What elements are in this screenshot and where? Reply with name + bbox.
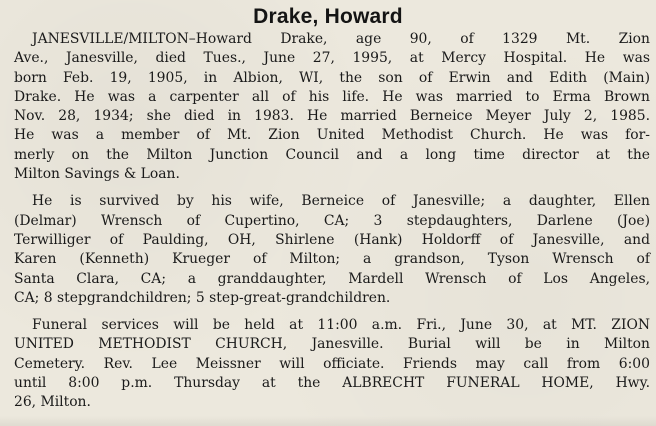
text-line: Terwilliger of Paulding, OH, Shirlene (Hank) Holdorff of Janesville, and [14, 231, 650, 248]
text-line: Ave., Janesville, died Tues., June 27, 1995, at Mercy Hospital. He was [14, 50, 650, 67]
text-line: CA; 8 stepgrandchildren; 5 step-great-grandchildren. [14, 289, 391, 306]
paragraph-services [14, 316, 650, 412]
text-line: Drake. He was a carpenter all of his life. He was married to Erma Brown [14, 88, 650, 105]
text-line: (Delmar) Wrensch of Cupertino, CA; 3 stepdaughters, Darlene (Joe) [14, 212, 650, 229]
text-line: merly on the Milton Junction Council and a long time director at the [14, 146, 650, 163]
paragraph-biography [14, 30, 650, 184]
text-line: He was a member of Mt. Zion United Methodist Church. He was for- [14, 127, 650, 144]
text-line: Funeral services will be held at 11:00 a.m. Fri., June 30, at MT. ZION [32, 317, 650, 334]
page-edge-shadow [0, 416, 656, 426]
text-line: Cemetery. Rev. Lee Meissner will officiate. Friends may call from 6:00 [14, 355, 650, 372]
text-line: Milton Savings & Loan. [14, 166, 180, 183]
text-line: Nov. 28, 1934; she died in 1983. He married Berneice Meyer July 2, 1985. [14, 108, 650, 125]
text-line: Karen (Kenneth) Krueger of Milton; a grandson, Tyson Wrensch of [14, 251, 650, 268]
obituary-body [14, 30, 650, 421]
text-line: JANESVILLE/MILTON–Howard Drake, age 90, of 1329 Mt. Zion [32, 31, 650, 47]
text-line: born Feb. 19, 1905, in Albion, WI, the son of Erwin and Edith (Main) [14, 69, 650, 86]
text-line: UNITED METHODIST CHURCH, Janesville. Burial will be in Milton [14, 336, 650, 353]
text-line: He is survived by his wife, Berneice of Janesville; a daughter, Ellen [32, 193, 650, 210]
paragraph-survivors [14, 192, 650, 308]
text-line: until 8:00 p.m. Thursday at the ALBRECHT FUNERAL HOME, Hwy. [14, 375, 650, 392]
text-line: 26, Milton. [14, 394, 91, 411]
obituary-headline: Drake, Howard [253, 5, 403, 28]
text-line: Santa Clara, CA; a granddaughter, Mardell Wrensch of Los Angeles, [14, 270, 650, 287]
